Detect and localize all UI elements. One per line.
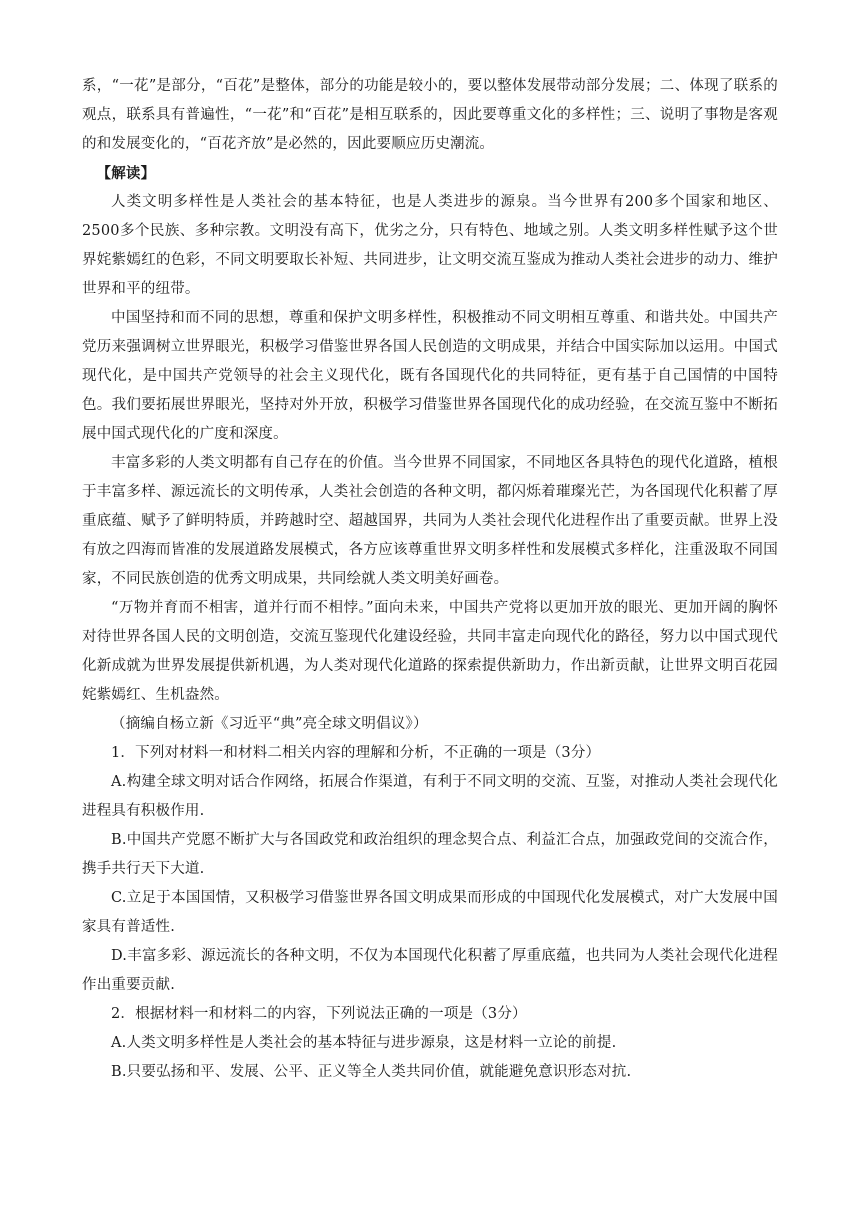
source-note: （摘编自杨立新《习近平“典”亮全球文明倡议》） (111, 716, 428, 732)
question-2-stem: 2．根据材料一和材料二的内容，下列说法正确的一项是（3分） (111, 1006, 527, 1022)
document-body (82, 72, 778, 1087)
question-1-stem: 1．下列对材料一和材料二相关内容的理解和分析，不正确的一项是（3分） (111, 745, 601, 761)
section-heading: 【解读】 (96, 165, 156, 182)
question-2-option-b: B.只要弘扬和平、发展、公平、正义等全人类共同价值，就能避免意识形态对抗. (111, 1064, 632, 1080)
question-1-option-c: C.立足于本国国情，又积极学习借鉴世界各国文明成果而形成的中国现代化发展模式，对广大发展中国家具有普适性. (82, 890, 778, 935)
body-paragraph-1: 人类文明多样性是人类社会的基本特征，也是人类进步的源泉。当今世界有200多个国家和地区、2500多个民族、多种宗教。文明没有高下，优劣之分，只有特色、地域之别。人类文明多样性赋予这个世界姹紫嫣红的色彩，不同文明要取长补短、共同进步，让文明交流互鉴成为推动人类社会进步的动力、维护世界和平的纽带。 (82, 194, 778, 297)
question-1-option-d: D.丰富多彩、源远流长的各种文明，不仅为本国现代化积蓄了厚重底蕴，也共同为人类社会现代化进程作出重要贡献. (82, 948, 778, 993)
body-paragraph-2: 中国坚持和而不同的思想，尊重和保护文明多样性，积极推动不同文明相互尊重、和谐共处。中国共产党历来强调树立世界眼光，积极学习借鉴世界各国人民创造的文明成果，并结合中国实际加以运用。中国式现代化，是中国共产党领导的社会主义现代化，既有各国现代化的共同特征，更有基于自己国情的中国特色。我们要拓展世界眼光，坚持对外开放，积极学习借鉴世界各国现代化的成功经验，在交流互鉴中不断拓展中国式现代化的广度和深度。 (82, 310, 778, 442)
body-paragraph-3: 丰富多彩的人类文明都有自己存在的价值。当今世界不同国家，不同地区各具特色的现代化道路，植根于丰富多样、源远流长的文明传承，人类社会创造的各种文明，都闪烁着璀璨光芒，为各国现代化积蓄了厚重底蕴、赋予了鲜明特质，并跨越时空、超越国界，共同为人类社会现代化进程作出了重要贡献。世界上没有放之四海而皆准的发展道路发展模式，各方应该尊重世界文明多样性和发展模式多样化，注重汲取不同国家，不同民族创造的优秀文明成果，共同绘就人类文明美好画卷。 (82, 455, 778, 587)
body-paragraph-4: “万物并育而不相害，道并行而不相悖。”面向未来，中国共产党将以更加开放的眼光、更加开阔的胸怀对待世界各国人民的文明创造，交流互鉴现代化建设经验，共同丰富走向现代化的路径，努力以中国式现代化新成就为世界发展提供新机遇，为人类对现代化道路的探索提供新助力，作出新贡献，让世界文明百花园姹紫嫣红、生机盎然。 (82, 600, 778, 703)
question-2-option-a: A.人类文明多样性是人类社会的基本特征与进步源泉，这是材料一立论的前提. (111, 1035, 617, 1051)
continuation-paragraph: 系，“一花”是部分，“百花”是整体，部分的功能是较小的，要以整体发展带动部分发展；二、体现了联系的观点，联系具有普遍性，“一花”和“百花”是相互联系的，因此要尊重文化的多样性；三、说明了事物是客观的和发展变化的，“百花齐放”是必然的，因此要顺应历史潮流。 (82, 78, 778, 152)
question-1-option-a: A.构建全球文明对话合作网络，拓展合作渠道，有利于不同文明的交流、互鉴，对推动人类社会现代化进程具有积极作用. (82, 774, 778, 819)
question-1-option-b: B.中国共产党愿不断扩大与各国政党和政治组织的理念契合点、利益汇合点，加强政党间的交流合作，携手共行天下大道. (82, 832, 778, 877)
